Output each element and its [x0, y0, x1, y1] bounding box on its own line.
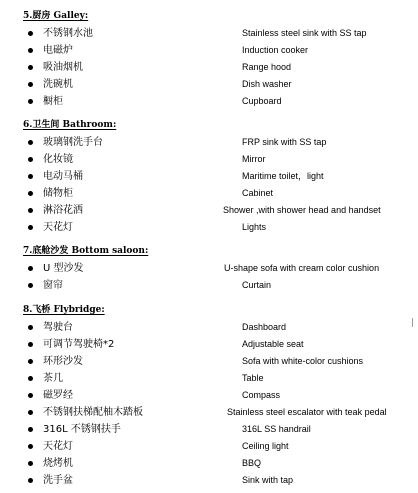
list-item	[0, 387, 418, 404]
bullet-icon	[28, 478, 33, 483]
item-chinese-label: 电动马桶	[43, 171, 83, 182]
bullet-icon	[28, 174, 33, 179]
item-chinese-label: 储物柜	[43, 188, 73, 199]
list-item	[0, 59, 418, 76]
item-english-label: U-shape sofa with cream color cushion	[224, 263, 380, 273]
item-chinese-label: 电磁炉	[43, 45, 73, 56]
item-english-label: FRP sink with SS tap	[242, 137, 327, 147]
bullet-icon	[28, 208, 33, 213]
item-english-label: Range hood	[242, 62, 292, 72]
list-item	[0, 336, 418, 353]
item-english-label: Lights	[242, 222, 267, 232]
item-english-label: Dish washer	[242, 79, 292, 89]
item-english-label: Compass	[242, 390, 281, 400]
item-chinese-label: 玻璃钢洗手台	[43, 137, 103, 148]
item-english-label: Stainless steel sink with SS tap	[242, 28, 367, 38]
item-chinese-label: 洗碗机	[43, 79, 73, 90]
item-chinese-label: 天花灯	[43, 222, 73, 233]
item-chinese-label: 不锈钢水池	[43, 28, 93, 39]
item-chinese-label: 化妆镜	[43, 154, 73, 165]
item-english-label: Cupboard	[242, 96, 282, 106]
bullet-icon	[28, 410, 33, 415]
item-chinese-label: 驾驶台	[43, 322, 73, 333]
item-english-label: Curtain	[242, 280, 272, 290]
item-chinese-label: 烧烤机	[43, 458, 73, 469]
list-item	[0, 438, 418, 455]
list-item	[0, 455, 418, 472]
list-item	[0, 472, 418, 489]
item-chinese-label: U 型沙发	[43, 263, 84, 274]
item-chinese-label: 吸油烟机	[43, 62, 83, 73]
list-item	[0, 260, 418, 277]
list-item	[0, 42, 418, 59]
list-item	[0, 134, 418, 151]
list-item	[0, 185, 418, 202]
bullet-icon	[28, 427, 33, 432]
list-item	[0, 421, 418, 438]
text-cursor-mark	[412, 318, 413, 327]
bullet-icon	[28, 65, 33, 70]
list-item	[0, 404, 418, 421]
bullet-icon	[28, 31, 33, 36]
section-heading: 5.厨房 Galley:	[23, 11, 89, 21]
list-item	[0, 151, 418, 168]
item-chinese-label: 不锈钢扶梯配柚木踏板	[43, 407, 143, 418]
item-english-label: Dashboard	[242, 322, 287, 332]
item-chinese-label: 洗手盆	[43, 475, 73, 486]
item-english-label: 316L SS handrail	[242, 424, 311, 434]
item-chinese-label: 可调节驾驶椅*2	[43, 339, 115, 350]
item-chinese-label: 茶几	[43, 373, 63, 384]
item-english-label: Stainless steel escalator with teak pedal	[227, 407, 387, 417]
item-english-label: BBQ	[242, 458, 262, 468]
bullet-icon	[28, 225, 33, 230]
list-item	[0, 319, 418, 336]
item-english-label: Induction cooker	[242, 45, 309, 55]
bullet-icon	[28, 157, 33, 162]
list-item	[0, 93, 418, 110]
bullet-icon	[28, 266, 33, 271]
item-chinese-label: 磁罗经	[43, 390, 73, 401]
bullet-icon	[28, 393, 33, 398]
bullet-icon	[28, 444, 33, 449]
bullet-icon	[28, 325, 33, 330]
section-heading: 7.底舱沙发 Bottom saloon:	[23, 246, 149, 256]
bullet-icon	[28, 342, 33, 347]
section-heading: 6.卫生间 Bathroom:	[23, 120, 117, 130]
bullet-icon	[28, 48, 33, 53]
item-english-label: Cabinet	[242, 188, 274, 198]
item-chinese-label: 橱柜	[43, 96, 63, 107]
list-item	[0, 277, 418, 294]
list-item	[0, 168, 418, 185]
list-item	[0, 202, 418, 219]
list-item	[0, 370, 418, 387]
item-english-label: Sofa with white-color cushions	[242, 356, 364, 366]
item-english-label: Shower ,with shower head and handset	[223, 205, 381, 215]
item-english-label: Sink with tap	[242, 475, 294, 485]
item-english-label: Table	[242, 373, 264, 383]
list-item	[0, 353, 418, 370]
list-item	[0, 219, 418, 236]
bullet-icon	[28, 359, 33, 364]
item-english-label: Ceiling light	[242, 441, 289, 451]
item-english-label: Maritime toilet，light	[242, 171, 324, 181]
bullet-icon	[28, 376, 33, 381]
list-item	[0, 76, 418, 93]
item-english-label: Mirror	[242, 154, 266, 164]
bullet-icon	[28, 461, 33, 466]
bullet-icon	[28, 140, 33, 145]
section-heading: 8.飞桥 Flybridge:	[23, 305, 105, 315]
bullet-icon	[28, 82, 33, 87]
item-chinese-label: 天花灯	[43, 441, 73, 452]
item-chinese-label: 环形沙发	[43, 356, 83, 367]
list-item	[0, 25, 418, 42]
item-chinese-label: 316L 不锈钢扶手	[43, 424, 121, 435]
bullet-icon	[28, 283, 33, 288]
item-chinese-label: 窗帘	[43, 280, 63, 291]
item-english-label: Adjustable seat	[242, 339, 304, 349]
item-chinese-label: 淋浴花洒	[43, 205, 83, 216]
bullet-icon	[28, 191, 33, 196]
bullet-icon	[28, 99, 33, 104]
